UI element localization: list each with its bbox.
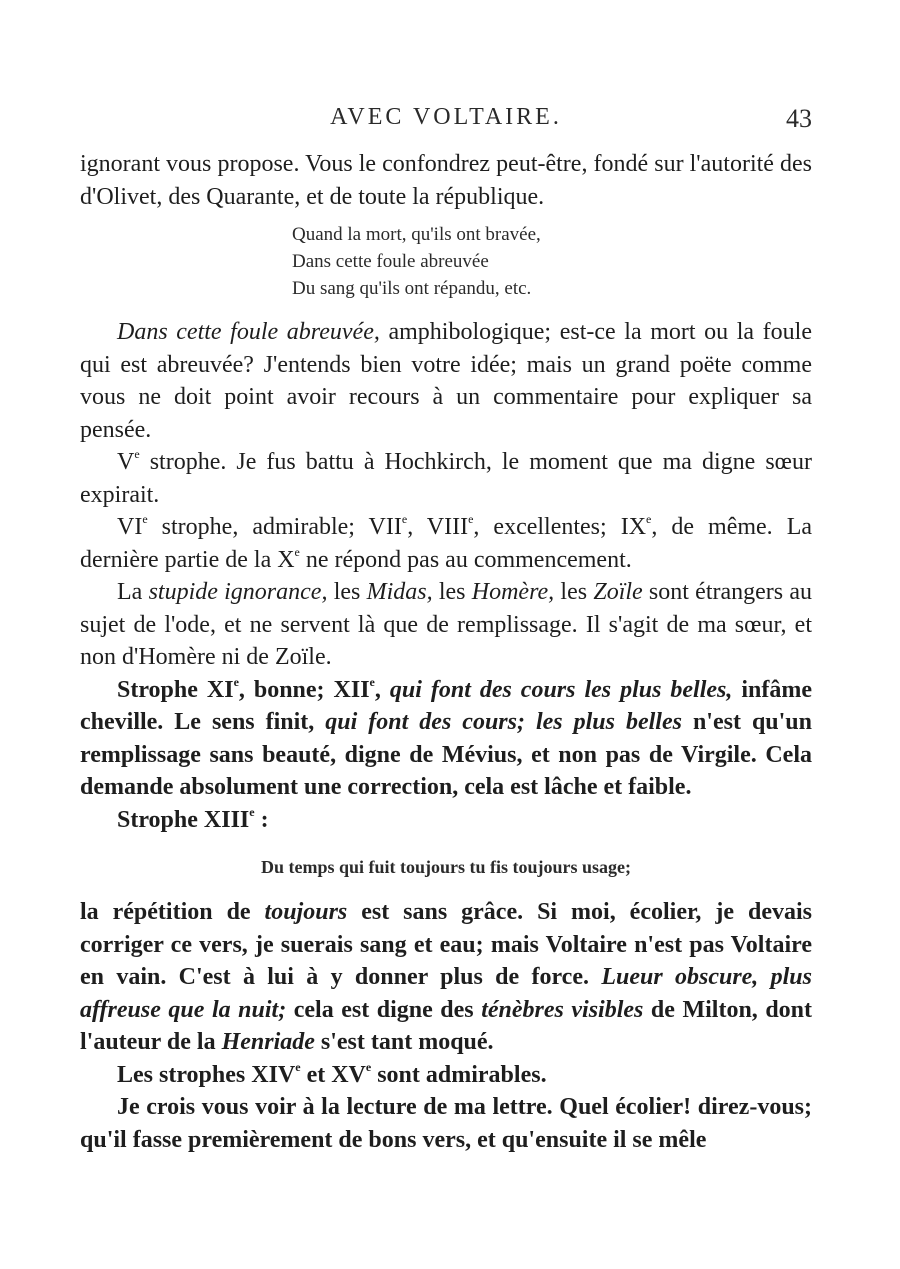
superscript: e <box>295 1059 301 1074</box>
text-run: strophe, admirable; VII <box>147 514 402 540</box>
paragraph-strophes-14-15 <box>80 1059 812 1092</box>
text-run: cela est digne des <box>286 996 482 1023</box>
text-run: la répétition de <box>80 899 265 925</box>
text-run: sont étrangers au sujet de l'ode, et ne servent là que de remplissage. Il s'agit de ma sœur, et non d'Homère ni de Zoïle. <box>80 579 813 670</box>
text-run: est sans grâce. Si moi, écolier, je devais corriger ce vers, je suerais sang et eau; mais Voltaire n'est pas Voltaire en vain. C'est à lui à y donner plus de force. <box>80 899 812 990</box>
superscript: e <box>294 544 300 559</box>
text-run: Les strophes XIV <box>117 1061 296 1088</box>
text-run: de Milton, dont l'auteur de la <box>80 996 813 1055</box>
superscript: e <box>401 512 408 527</box>
superscript: e <box>233 674 239 689</box>
text-run: n'est qu'un remplissage sans beauté, digne de Mévius, et non pas de Virgile. Cela demande absolument une correction, cela est lâche et faible. <box>80 709 812 800</box>
italic-run: Lueur obscure, plus affreuse que la nuit; <box>80 964 812 1023</box>
text-run: , de même. La dernière partie de la X <box>80 514 813 573</box>
text-run: La <box>117 579 149 605</box>
verse-quotation-toujours: Du temps qui fuit toujours tu fis toujours usage; <box>260 857 632 877</box>
text-run: , excellentes; IX <box>473 514 647 540</box>
paragraph-ecolier: Je crois vous voir à la lecture de ma lettre. Quel écolier! direz-vous; qu'il fasse premièrement de bons vers, et qu'ensuite il se mêle <box>80 1094 812 1153</box>
text-run: sont admirables. <box>371 1061 547 1088</box>
paragraph-strophe-13 <box>80 804 812 837</box>
superscript: e <box>369 674 375 689</box>
text-run: les <box>554 579 594 605</box>
running-head <box>80 104 812 134</box>
text-run: ne répond pas au commencement. <box>299 546 632 573</box>
text-run: , bonne; XII <box>238 676 370 703</box>
italic-run: Zoïle <box>593 579 643 605</box>
italic-run: ténèbres visibles <box>481 996 644 1023</box>
verse-line: Quand la mort, qu'ils ont bravée, <box>292 224 541 245</box>
superscript: e <box>468 512 474 527</box>
italic-quote: Dans cette foule abreuvée, <box>117 319 380 345</box>
paragraph-text: strophe. Je fus battu à Hochkirch, le moment que ma digne sœur expirait. <box>80 449 812 508</box>
superscript: e <box>134 447 140 462</box>
paragraph-stupide-ignorance <box>80 576 812 674</box>
italic-run: Midas, <box>366 579 433 605</box>
text-run: les <box>327 579 367 605</box>
italic-run: toujours <box>264 899 348 925</box>
italic-run: Homère, <box>471 579 555 605</box>
superscript: e <box>142 512 148 527</box>
paragraph-continued: ignorant vous propose. Vous le confondrez peut-être, fondé sur l'autorité des d'Olivet, des Quarante, et de toute la république. <box>80 151 812 210</box>
text-run: s'est tant moqué. <box>314 1029 494 1055</box>
superscript: e <box>249 804 255 819</box>
strophe-number: V <box>117 449 135 475</box>
paragraph-strophe-5 <box>80 446 812 511</box>
verse-line: Dans cette foule abreuvée <box>292 251 489 272</box>
text-run: Strophe XI <box>117 676 234 703</box>
text-run: , VIII <box>407 514 469 540</box>
paragraph-repetition <box>80 896 812 1059</box>
italic-run: Henriade <box>221 1029 315 1055</box>
text-run: les <box>432 579 472 605</box>
verse-quotation <box>292 221 812 302</box>
superscript: e <box>365 1059 372 1074</box>
superscript: e <box>646 512 652 527</box>
paragraph-amphibology <box>80 316 812 446</box>
text-run: VI <box>117 514 143 540</box>
body-text <box>80 148 812 1156</box>
paragraph-strophes-11-12 <box>80 674 812 804</box>
verse-line: Du sang qu'ils ont répandu, etc. <box>292 278 532 299</box>
page-number: 43 <box>786 104 812 133</box>
paragraph-strophes-6-10 <box>80 511 812 576</box>
text-run: infâme cheville. Le sens finit, <box>80 676 813 735</box>
italic-run: stupide ignorance, <box>148 579 328 605</box>
text-run: Strophe XIII <box>117 806 250 833</box>
text-run: : <box>254 806 269 833</box>
italic-run: qui font des cours les plus belles, <box>389 676 733 703</box>
italic-run: qui font des cours; les plus belles <box>325 709 682 735</box>
running-title: AVEC VOLTAIRE. <box>330 104 562 130</box>
text-run: et XV <box>300 1061 366 1088</box>
text-run: , <box>374 676 390 703</box>
paragraph-text: amphibologique; est-ce la mort ou la foule qui est abreuvée? J'entends bien votre idée; mais un grand poëte comme vous ne doit point avoir recours à un commentaire pour expliquer sa pensée. <box>80 319 812 443</box>
